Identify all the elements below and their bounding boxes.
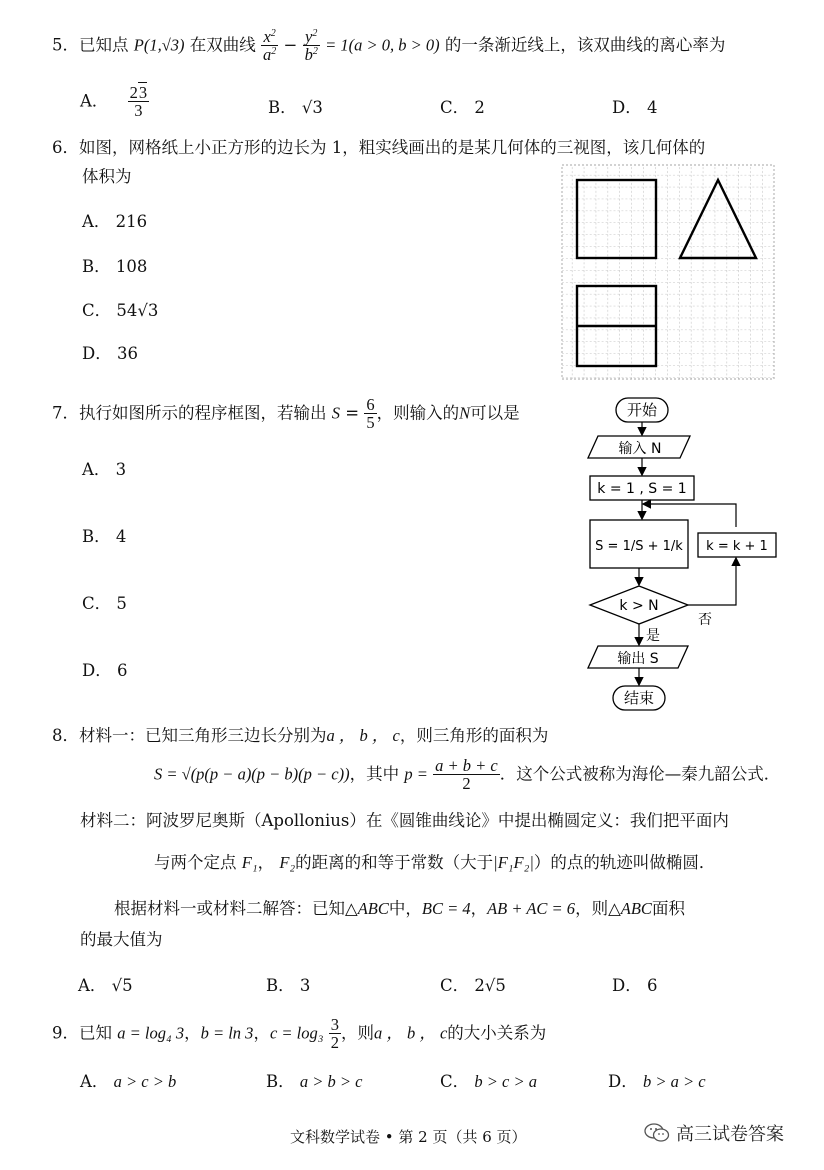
q8-material1-line1: 8．材料一：已知三角形三边长分别为a ， b ， c，则三角形的面积为 [52,726,549,745]
q5-y-frac: $\frac{y^2}{b^2}$ [304,27,318,65]
flow-loop-line [644,504,736,527]
q5-option-a-frac: $\frac{23}{3}$ [129,83,148,121]
grid-background [562,165,774,379]
q8-option-b: B． 3 [266,976,311,995]
q8-p-frac: $\frac{a + b + c}{2}$ [435,756,498,794]
watermark-text: 高三试卷答案 [676,1124,784,1145]
q8-question-line1: 根据材料一或材料二解答：已知△ABC中，BC = 4，AB + AC = 6，则△ABC面积 [114,899,685,918]
q7-option-a: A． 3 [82,460,127,479]
q9-stem: 9．已知 a = log₄ 3，b = ln 3，c = log₃ $\frac{3}{2}$ ，则a ， b ， c的大小关系为 [52,1015,547,1053]
q9-c-frac: $\frac{3}{2}$ [330,1015,339,1053]
q5-option-c: C． 2 [440,98,485,117]
flow-condition-text: k > N [619,598,659,614]
q8-material2-line2: 与两个定点 F₁， F₂的距离的和等于常数（大于|F₁F₂|）的点的轨迹叫做椭圆． [154,853,716,872]
q7-number: 7． [52,403,79,423]
q5-hyperbola-tail: = 1(a > 0, b > 0) [325,35,440,55]
q5-option-a: A． $\frac{23}{3}$ [80,83,148,121]
q5-stem: 5．已知点 P(1,√3) 在双曲线 $\frac{x^2}{a^2}$ − $\frac{y^2}{b^2}$ = 1(a > 0, b > 0) 的一条渐近线上，该双曲线的离心率为 [52,27,726,65]
q8-material2-line1: 材料二：阿波罗尼奥斯（Apollonius）在《圆锥曲线论》中提出椭圆定义：我们把平面内 [80,811,729,830]
q7-stem: 7．执行如图所示的程序框图，若输出 S = $\frac{6}{5}$ ，则输入的N可以是 [52,395,520,433]
q7-option-b: B． 4 [82,527,127,546]
flow-no-line [688,559,736,605]
q6-option-d: D． 36 [82,344,138,363]
q8-option-c: C． 2√5 [440,976,506,995]
q6-stem-line2: 体积为 [82,167,132,186]
q9-option-a: A． a > c > b [80,1072,177,1091]
q6-option-b: B． 108 [82,257,148,276]
q7-frac: $\frac{6}{5}$ [366,395,375,433]
q7-option-d: D． 6 [82,661,128,680]
q8-number: 8． [52,726,79,745]
q9-number: 9． [52,1023,79,1043]
three-view-figure [560,163,776,381]
q7-option-c: C． 5 [82,594,127,613]
q8-option-a: A． √5 [78,976,133,995]
q6-option-c: C． 54√3 [82,301,159,320]
flow-output-text: 输出 S [617,651,659,667]
flow-input-text: 输入 N [618,441,662,457]
q8-question-line2: 的最大值为 [80,930,163,949]
wechat-icon [644,1122,670,1144]
flow-increment-text: k = k + 1 [706,539,768,554]
flow-yes-label: 是 [646,628,660,644]
q6-number: 6． [52,138,79,157]
q5-option-d: D． 4 [612,98,658,117]
flowchart-figure [580,394,790,714]
flow-start-text: 开始 [626,401,658,419]
flow-init-text: k = 1 , S = 1 [597,481,687,497]
flow-end-text: 结束 [623,689,655,707]
q6-option-a: A． 216 [82,212,148,231]
q6-stem-line1: 6．如图，网格纸上小正方形的边长为 1，粗实线画出的是某几何体的三视图，该几何体的 [52,138,706,157]
q8-heron-formula: S = √(p(p − a)(p − b)(p − c)) [154,764,350,784]
flow-no-label: 否 [698,612,712,628]
q5-option-b: B． √3 [268,98,323,117]
q8-formula-line: S = √(p(p − a)(p − b)(p − c))，其中 p = $\frac{a + b + c}{2}$ ．这个公式被称为海伦—秦九韶公式． [154,756,781,794]
q9-option-c: C． b > c > a [440,1072,537,1091]
flow-assign-text: S = 1/S + 1/k [595,539,683,554]
watermark [644,1120,784,1146]
q5-number: 5． [52,35,79,55]
q5-point: P(1,√3) [133,35,185,55]
q9-option-d: D． b > a > c [608,1072,706,1091]
q5-x-frac: $\frac{x^2}{a^2}$ [263,27,277,65]
q9-option-b: B． a > b > c [266,1072,363,1091]
page-footer: 文科数学试卷 • 第 2 页（共 6 页） [290,1128,527,1146]
q8-option-d: D． 6 [612,976,658,995]
